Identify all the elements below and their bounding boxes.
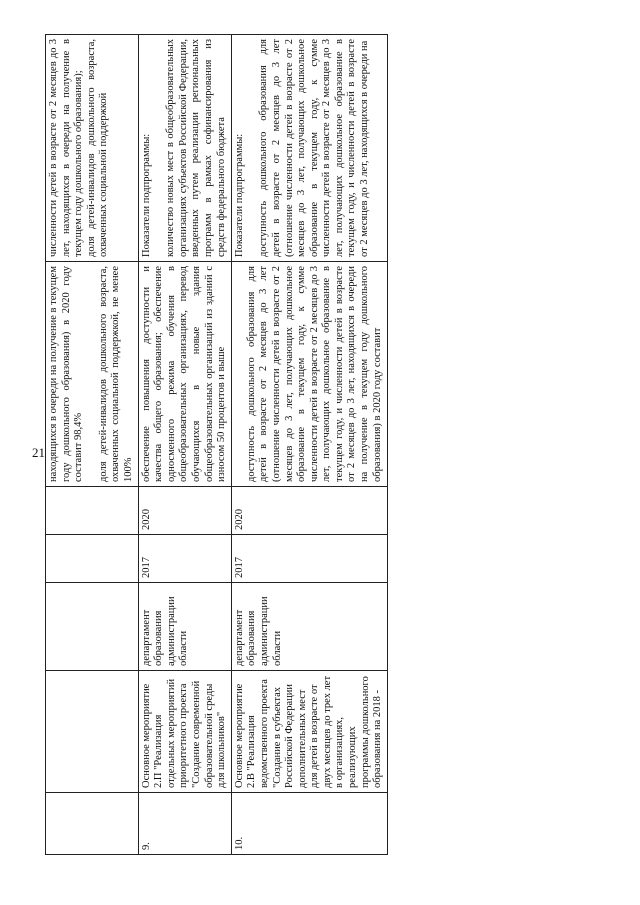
cell-indicators [138, 35, 231, 262]
table-row-continuation [46, 35, 139, 855]
cell-indicators [231, 35, 387, 262]
result-continuation-text-2: доля детей-инвалидов дошкольного возраста, охваченных социальной поддержкой, не менее 100% [97, 266, 134, 482]
indicators-text: количество новых мест в общеобразовательных организациях субъектов Российской Федерации, введенных путем реализации региональных программ в рамках софинансирования из средств федерального бюджета [165, 39, 227, 257]
cell-start-empty [46, 535, 139, 583]
table-row [231, 35, 387, 855]
cell-result [231, 262, 387, 487]
result-continuation-text: находящихся в очереди на получение в текущем году дошкольного образования) в 2020 году составит 98,4% [48, 266, 85, 482]
cell-start-year: 2017 [138, 535, 231, 583]
rotated-table-container [45, 35, 600, 855]
cell-executor: департамент образования администрации области [138, 583, 231, 671]
cell-result-continuation [46, 262, 139, 487]
cell-num: 9. [138, 793, 231, 855]
page-number: 21 [32, 445, 45, 460]
indicators-title: Показатели подпрограммы: [233, 133, 245, 257]
cell-end-year: 2020 [231, 487, 387, 535]
cell-executor: департамент образования администрации области [231, 583, 387, 671]
table-row [138, 35, 231, 855]
measures-table [45, 34, 388, 855]
indicators-text: доступность дошкольного образования для детей в возрасте от 2 месяцев до 3 лет (отношение численности детей в возрасте от 2 месяцев до 3 лет, получающих дошкольное образование в текущем году, к сумме численности детей в возрасте от 2 месяцев до 3 лет, получающих дошкольное образование в текущем году, и численности детей в возрасте от 2 месяцев до 3 лет, находящихся в очереди на [258, 39, 371, 257]
cell-indicators-continuation [46, 35, 139, 262]
cell-measure: Основное мероприятие 2.В "Реализация ведомственного проекта "Создание в субъектах Российской Федерации дополнительных мест для детей в возрасте от двух месяцев до трех лет в организациях, реализующих программы дошкольного образования на 2018 - [231, 671, 387, 793]
cell-start-year: 2017 [231, 535, 387, 583]
cell-end-year: 2020 [138, 487, 231, 535]
indicators-continuation-text: численности детей в возрасте от 2 месяцев до 3 лет, находящихся в очереди на получение в текущем году дошкольного образования); [48, 39, 85, 257]
result-text: доступность дошкольного образования для детей в возрасте от 2 месяцев до 3 лет (отношение численности детей в возрасте от 2 месяцев до 3 лет, получающих дошкольное образование в текущем году, к сумме численности детей в возрасте от 2 месяцев до 3 лет, получающих дошкольное образование в текущем году, и численности детей в возрасте от 2 месяцев до 3 лет, находящихся в очереди на получение в текущем году дошкольного образования) в 2020 году составит [245, 266, 383, 482]
cell-executor-empty [46, 583, 139, 671]
indicators-continuation-text-2: доля детей-инвалидов дошкольного возраста, охваченных социальной поддержкой [85, 39, 110, 257]
cell-measure: Основное мероприятие 2.П "Реализация отдельных мероприятий приоритетного проекта "Создание современной образовательной среды для школьников" [138, 671, 231, 793]
cell-result: обеспечение повышения доступности и качества общего образования; обеспечение односменного режима обучения в общеобразовательных организациях, перевод обучающихся в новые здания общеобразовательных организаций из зданий с износом 50 процентов и выше [138, 262, 231, 487]
cell-measure-empty [46, 671, 139, 793]
cell-num-empty [46, 793, 139, 855]
indicators-title: Показатели подпрограммы: [140, 133, 152, 257]
cell-end-empty [46, 487, 139, 535]
cell-num: 10. [231, 793, 387, 855]
